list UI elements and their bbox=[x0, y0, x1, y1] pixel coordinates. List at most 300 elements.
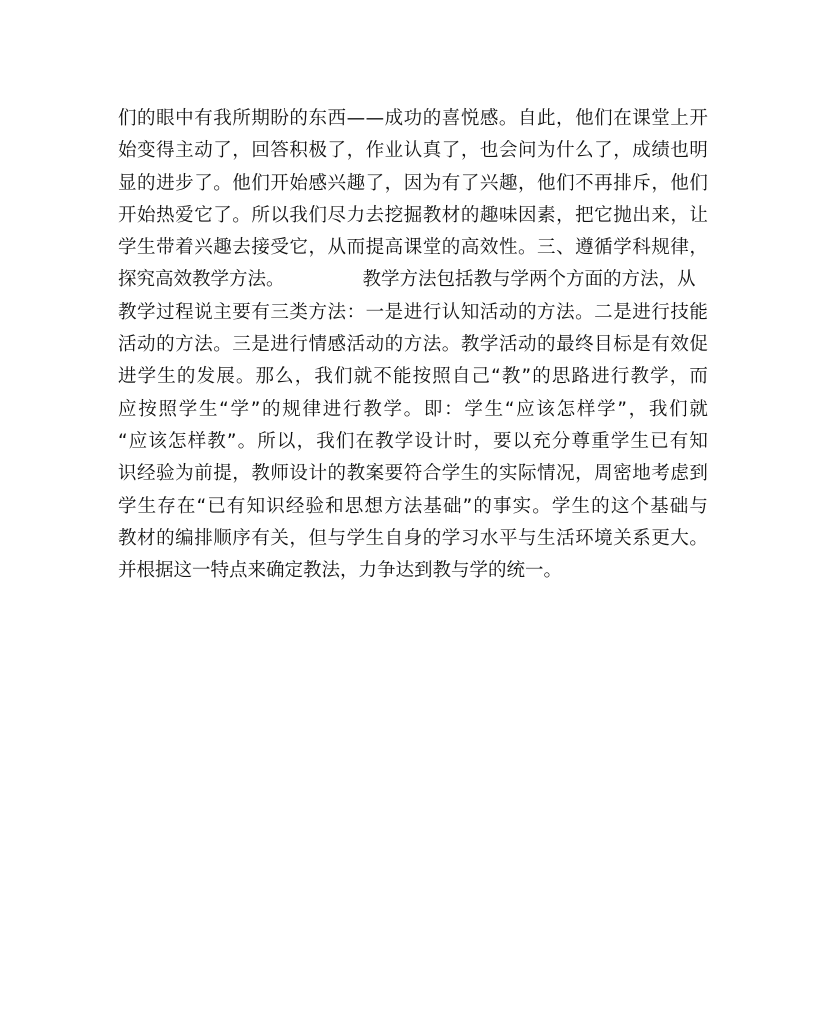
text-char: 们 bbox=[334, 366, 353, 388]
text-char: 挖 bbox=[384, 204, 404, 226]
text-char: 案 bbox=[365, 463, 385, 485]
text-char: 程 bbox=[175, 301, 194, 323]
text-char: 始 bbox=[137, 204, 156, 226]
text-char: 们 bbox=[118, 108, 137, 129]
text-char: 感 bbox=[327, 334, 347, 356]
text-char: 律 bbox=[670, 237, 689, 259]
text-char: 高 bbox=[384, 237, 404, 259]
text-char: 目 bbox=[594, 334, 613, 356]
text-char: 在 bbox=[176, 495, 196, 517]
text-char: 教 bbox=[422, 204, 442, 226]
text-char: 知 bbox=[246, 495, 266, 517]
text-char: “ bbox=[118, 430, 128, 452]
text-char: 的 bbox=[473, 495, 492, 517]
text-char: 知 bbox=[460, 301, 480, 323]
text-char: 的 bbox=[156, 527, 175, 549]
text-char: ” bbox=[226, 430, 237, 452]
text-char: ， bbox=[575, 463, 594, 485]
text-char: 规 bbox=[282, 398, 301, 420]
text-char: 要 bbox=[232, 301, 251, 323]
text-char: 和 bbox=[325, 495, 344, 517]
text-char: 况 bbox=[556, 463, 575, 485]
text-char: 自 bbox=[451, 366, 471, 388]
text-char: 的 bbox=[289, 108, 308, 129]
text-char: 而 bbox=[689, 366, 708, 388]
text-char: 进 bbox=[632, 301, 651, 323]
text-char: 西 bbox=[327, 108, 347, 129]
text-char: 么 bbox=[575, 140, 594, 162]
text-char: 。 bbox=[213, 334, 232, 356]
text-char: 三 bbox=[270, 301, 289, 323]
text-char: 绩 bbox=[651, 140, 670, 162]
section-heading: 探究高效教学方法。 bbox=[118, 269, 285, 291]
text-char: 了 bbox=[194, 172, 213, 194]
text-char: 该 bbox=[148, 430, 167, 452]
text-char: 这 bbox=[610, 495, 630, 517]
text-char: 。 bbox=[403, 398, 423, 420]
text-char: 在 bbox=[355, 430, 374, 452]
text-char: 但 bbox=[308, 527, 327, 549]
text-char: 的 bbox=[327, 463, 347, 485]
text-char: ， bbox=[308, 237, 327, 259]
text-char: 有 bbox=[226, 495, 246, 517]
text-char: 二 bbox=[594, 301, 613, 323]
text-char: 性 bbox=[498, 237, 518, 259]
text-char: 教 bbox=[630, 366, 649, 388]
text-char: 的 bbox=[422, 108, 442, 129]
text-char: 斥 bbox=[632, 172, 651, 194]
text-char: 过 bbox=[156, 301, 175, 323]
text-char: 热 bbox=[156, 204, 175, 226]
text-char: 基 bbox=[650, 495, 669, 517]
text-char: 动 bbox=[498, 301, 518, 323]
text-char: 活 bbox=[346, 334, 366, 356]
text-char: 堂 bbox=[422, 237, 442, 259]
text-char: 我 bbox=[316, 430, 335, 452]
text-char: 学 bbox=[394, 430, 414, 452]
text-char: ， bbox=[613, 140, 632, 162]
text-char: 计 bbox=[308, 463, 327, 485]
text-char: 循 bbox=[594, 237, 613, 259]
text-char: 们 bbox=[308, 204, 327, 226]
text-char: 趣 bbox=[479, 204, 499, 226]
text-char: 说 bbox=[194, 301, 213, 323]
text-line-2 bbox=[118, 135, 708, 167]
text-char: ， bbox=[384, 172, 404, 194]
text-char: 方 bbox=[403, 334, 423, 356]
text-char: 们 bbox=[335, 430, 355, 452]
text-char: 。 bbox=[689, 527, 708, 549]
text-char: 。 bbox=[213, 172, 232, 194]
text-char: 学 bbox=[613, 237, 632, 259]
text-char: 设 bbox=[289, 463, 308, 485]
text-char: 事 bbox=[492, 495, 512, 517]
text-char: ， bbox=[556, 108, 575, 129]
text-char: 。 bbox=[498, 108, 518, 129]
text-char: “ bbox=[219, 398, 229, 420]
text-char: 的 bbox=[591, 495, 610, 517]
text-char: 会 bbox=[498, 140, 518, 162]
text-char: 受 bbox=[270, 237, 289, 259]
text-char: 成 bbox=[384, 108, 404, 129]
text-char: 眼 bbox=[156, 108, 175, 129]
text-char: 路 bbox=[571, 366, 591, 388]
text-char: 以 bbox=[276, 430, 296, 452]
text-char: 师 bbox=[270, 463, 289, 485]
text-char: 学 bbox=[230, 398, 249, 420]
text-char: 真 bbox=[422, 140, 442, 162]
text-char: 习 bbox=[460, 527, 480, 549]
text-char: 三 bbox=[537, 237, 556, 259]
text-char: 有 bbox=[194, 108, 213, 129]
text-char: 感 bbox=[479, 108, 499, 129]
text-char: 趣 bbox=[498, 172, 518, 194]
text-char: 分 bbox=[551, 430, 571, 452]
text-char: 所 bbox=[232, 108, 251, 129]
text-char: 生 bbox=[137, 237, 156, 259]
text-char: 以 bbox=[270, 204, 289, 226]
text-char: 成 bbox=[632, 140, 651, 162]
text-char: 即 bbox=[423, 398, 443, 420]
text-char: 功 bbox=[403, 108, 423, 129]
text-char: 们 bbox=[594, 108, 613, 129]
text-char: 东 bbox=[308, 108, 327, 129]
text-char: 的 bbox=[479, 463, 499, 485]
text-char: 进 bbox=[322, 398, 342, 420]
text-char: 想 bbox=[364, 495, 383, 517]
text-char: 悦 bbox=[460, 108, 480, 129]
text-char: 有 bbox=[251, 301, 270, 323]
text-char: 高 bbox=[460, 237, 480, 259]
text-char: ， bbox=[460, 140, 480, 162]
text-char: 认 bbox=[403, 140, 423, 162]
text-char: 已 bbox=[650, 430, 669, 452]
text-char: 验 bbox=[156, 463, 175, 485]
text-char: 法 bbox=[327, 301, 347, 323]
text-char: 平 bbox=[498, 527, 518, 549]
text-char: ： bbox=[444, 398, 463, 420]
text-char: 生 bbox=[460, 463, 480, 485]
text-char: 大 bbox=[670, 527, 689, 549]
text-char: 是 bbox=[251, 334, 270, 356]
text-char: 作 bbox=[365, 140, 385, 162]
text-char: 时 bbox=[453, 430, 473, 452]
text-char: 考 bbox=[651, 463, 670, 485]
text-char: 也 bbox=[670, 140, 689, 162]
text-char: 材 bbox=[137, 527, 156, 549]
text-char: 学 bbox=[346, 527, 366, 549]
text-char: 学 bbox=[178, 398, 198, 420]
text-char: 顺 bbox=[213, 527, 232, 549]
text-char: 计 bbox=[434, 430, 453, 452]
text-char: 抛 bbox=[613, 204, 632, 226]
text-char: 尽 bbox=[327, 204, 347, 226]
text-char: 学 bbox=[118, 237, 137, 259]
text-char: 个 bbox=[630, 495, 649, 517]
text-char: 进 bbox=[403, 301, 423, 323]
text-char: ， bbox=[651, 172, 670, 194]
text-char: 按 bbox=[138, 398, 157, 420]
text-char: 科 bbox=[632, 237, 651, 259]
text-char: 序 bbox=[232, 527, 251, 549]
text-char: 提 bbox=[365, 237, 385, 259]
text-char: 不 bbox=[373, 366, 392, 388]
text-char: 知 bbox=[689, 430, 708, 452]
text-char: 学 bbox=[383, 398, 402, 420]
text-line-3 bbox=[118, 168, 708, 200]
text-char: 期 bbox=[251, 108, 270, 129]
text-char: 而 bbox=[346, 237, 366, 259]
text-char: 它 bbox=[289, 237, 308, 259]
text-char: 思 bbox=[344, 495, 364, 517]
text-char: 学 bbox=[441, 463, 461, 485]
text-char: 动 bbox=[517, 334, 537, 356]
text-char: 它 bbox=[194, 204, 213, 226]
text-char: 类 bbox=[289, 301, 308, 323]
text-char: 了 bbox=[213, 140, 232, 162]
text-char: ， bbox=[232, 140, 251, 162]
text-char: 规 bbox=[651, 237, 670, 259]
text-char: 来 bbox=[651, 204, 670, 226]
text-char: 课 bbox=[403, 237, 423, 259]
text-char: 系 bbox=[632, 527, 651, 549]
text-char: 有 bbox=[669, 430, 689, 452]
text-char: 是 bbox=[632, 334, 651, 356]
text-char: 动 bbox=[194, 140, 213, 162]
text-char: 、 bbox=[556, 237, 575, 259]
text-char: 要 bbox=[384, 463, 404, 485]
text-char: ， bbox=[556, 204, 575, 226]
text-char: 课 bbox=[632, 108, 651, 129]
text-char: 重 bbox=[591, 430, 610, 452]
text-char: 情 bbox=[308, 334, 327, 356]
text-char: 们 bbox=[689, 172, 708, 194]
text-char: 的 bbox=[176, 366, 196, 388]
text-char: 动 bbox=[137, 334, 156, 356]
text-char: 的 bbox=[532, 366, 551, 388]
text-char: 基 bbox=[423, 495, 442, 517]
text-char: 业 bbox=[384, 140, 404, 162]
text-char: 是 bbox=[613, 301, 632, 323]
text-char: 在 bbox=[613, 108, 632, 129]
text-char: 律 bbox=[302, 398, 322, 420]
text-char: 了 bbox=[441, 140, 461, 162]
text-char: 进 bbox=[118, 366, 137, 388]
text-char: 促 bbox=[689, 334, 708, 356]
text-char: 与 bbox=[327, 527, 347, 549]
text-char: 让 bbox=[689, 204, 708, 226]
text-char: 验 bbox=[305, 495, 324, 517]
text-char: 遵 bbox=[575, 237, 594, 259]
text-char: 着 bbox=[175, 237, 194, 259]
text-char: 什 bbox=[556, 140, 575, 162]
text-char: 此 bbox=[537, 108, 556, 129]
text-char: 关 bbox=[270, 527, 289, 549]
text-char: 水 bbox=[479, 527, 499, 549]
text-char: 们 bbox=[669, 398, 688, 420]
text-char: 主 bbox=[175, 140, 194, 162]
text-char: 。 bbox=[441, 334, 461, 356]
text-char: 。 bbox=[232, 204, 251, 226]
text-char: 础 bbox=[442, 495, 462, 517]
text-char: 所 bbox=[251, 204, 270, 226]
text-char: 础 bbox=[669, 495, 689, 517]
text-char: 一 bbox=[365, 301, 385, 323]
text-char: 的 bbox=[537, 334, 556, 356]
text-char: 们 bbox=[251, 172, 270, 194]
text-char: 设 bbox=[414, 430, 433, 452]
text-char: 步 bbox=[175, 172, 194, 194]
text-line-14 bbox=[118, 523, 708, 555]
text-char: 们 bbox=[556, 172, 575, 194]
text-char: 么 bbox=[275, 366, 294, 388]
text-char: 行 bbox=[651, 301, 670, 323]
text-char: 应 bbox=[128, 430, 148, 452]
text-char: 学 bbox=[479, 334, 499, 356]
text-char: 行 bbox=[610, 366, 630, 388]
text-char: 兴 bbox=[479, 172, 499, 194]
text-char: 是 bbox=[384, 301, 404, 323]
text-char: 。 bbox=[575, 301, 594, 323]
text-char: 始 bbox=[289, 172, 308, 194]
text-char: 因 bbox=[403, 172, 423, 194]
text-char: 要 bbox=[492, 430, 512, 452]
text-char: 积 bbox=[289, 140, 308, 162]
text-char: 它 bbox=[594, 204, 613, 226]
text-char: 怎 bbox=[168, 430, 187, 452]
text-char: 出 bbox=[632, 204, 651, 226]
text-char: ， bbox=[628, 398, 648, 420]
text-char: 认 bbox=[441, 301, 461, 323]
text-char: 识 bbox=[118, 463, 137, 485]
text-char: 我 bbox=[314, 366, 333, 388]
text-char: 活 bbox=[118, 334, 137, 356]
text-char: 的 bbox=[262, 398, 281, 420]
text-char: 爱 bbox=[175, 204, 194, 226]
text-char: 有 bbox=[251, 527, 270, 549]
text-char: 开 bbox=[270, 172, 289, 194]
text-char: 学 bbox=[137, 366, 157, 388]
text-char: 不 bbox=[575, 172, 594, 194]
text-char: 与 bbox=[689, 495, 708, 517]
text-char: 掘 bbox=[403, 204, 423, 226]
text-char: 的 bbox=[137, 172, 156, 194]
text-char: 因 bbox=[517, 204, 537, 226]
text-char: 有 bbox=[441, 172, 461, 194]
text-char: 的 bbox=[422, 527, 442, 549]
text-char: 带 bbox=[156, 237, 175, 259]
text-char: 法 bbox=[422, 334, 442, 356]
text-char: 的 bbox=[384, 334, 404, 356]
text-char: 盼 bbox=[270, 108, 289, 129]
text-char: ” bbox=[521, 366, 532, 388]
text-char: 有 bbox=[651, 334, 670, 356]
text-char: 。 bbox=[532, 495, 551, 517]
text-char: 味 bbox=[498, 204, 518, 226]
body-text bbox=[118, 103, 708, 587]
text-char: 排 bbox=[613, 172, 632, 194]
text-char: 教 bbox=[346, 463, 366, 485]
text-char: 堂 bbox=[651, 108, 670, 129]
text-char: 变 bbox=[137, 140, 156, 162]
text-char: 境 bbox=[594, 527, 613, 549]
text-char: ： bbox=[346, 301, 366, 323]
text-char: 教 bbox=[251, 463, 270, 485]
text-char: 了 bbox=[460, 172, 480, 194]
text-char: 行 bbox=[289, 334, 308, 356]
text-char: 也 bbox=[479, 140, 499, 162]
text-char: ， bbox=[294, 366, 314, 388]
text-char: 展 bbox=[216, 366, 235, 388]
text-char: ， bbox=[232, 463, 251, 485]
text-char: 效 bbox=[479, 237, 499, 259]
text-char: 所 bbox=[257, 430, 276, 452]
text-char: 他 bbox=[670, 172, 689, 194]
text-char: 学 bbox=[137, 301, 156, 323]
text-char: 情 bbox=[537, 463, 556, 485]
text-char: ， bbox=[346, 140, 366, 162]
text-char: 识 bbox=[266, 495, 285, 517]
text-char: 生 bbox=[630, 430, 649, 452]
text-line-8 bbox=[118, 329, 708, 361]
text-char: 能 bbox=[392, 366, 412, 388]
text-char: 材 bbox=[441, 204, 461, 226]
text-char: 生 bbox=[571, 495, 591, 517]
text-char: 那 bbox=[255, 366, 274, 388]
text-char: 更 bbox=[651, 527, 670, 549]
text-char: 效 bbox=[670, 334, 689, 356]
text-char: 我 bbox=[648, 398, 668, 420]
text-char: 教 bbox=[207, 430, 226, 452]
text-char: 该 bbox=[536, 398, 555, 420]
text-char: 感 bbox=[308, 172, 327, 194]
text-char: 到 bbox=[689, 463, 708, 485]
text-char: 学 bbox=[597, 398, 616, 420]
text-char: 自 bbox=[384, 527, 404, 549]
text-char: 三 bbox=[232, 334, 251, 356]
text-char: ， bbox=[689, 237, 708, 259]
text-char: 环 bbox=[575, 527, 594, 549]
text-char: 答 bbox=[270, 140, 289, 162]
text-line-10 bbox=[118, 394, 708, 426]
text-char: ， bbox=[669, 366, 689, 388]
text-char: 密 bbox=[613, 463, 632, 485]
text-char: 中 bbox=[175, 108, 194, 129]
text-char: 活 bbox=[479, 301, 499, 323]
text-char: 样 bbox=[576, 398, 596, 420]
text-char: 活 bbox=[556, 527, 575, 549]
text-char: 编 bbox=[175, 527, 194, 549]
text-char: 教 bbox=[501, 366, 521, 388]
text-char: ” bbox=[250, 398, 261, 420]
text-char: 学 bbox=[610, 430, 630, 452]
text-char: 为 bbox=[175, 463, 194, 485]
text-char: 就 bbox=[689, 398, 708, 420]
text-line-11 bbox=[118, 426, 708, 458]
text-char: 的 bbox=[137, 108, 156, 129]
text-char: 经 bbox=[285, 495, 305, 517]
text-char: 把 bbox=[575, 204, 594, 226]
text-char: 始 bbox=[118, 140, 137, 162]
text-char: 生 bbox=[137, 495, 157, 517]
text-char: 虑 bbox=[670, 463, 689, 485]
text-char: “ bbox=[196, 495, 207, 517]
text-char: 活 bbox=[498, 334, 518, 356]
text-char: 进 bbox=[270, 334, 289, 356]
text-char: 学 bbox=[464, 398, 483, 420]
text-char: 怎 bbox=[556, 398, 576, 420]
text-line-5 bbox=[118, 232, 708, 264]
